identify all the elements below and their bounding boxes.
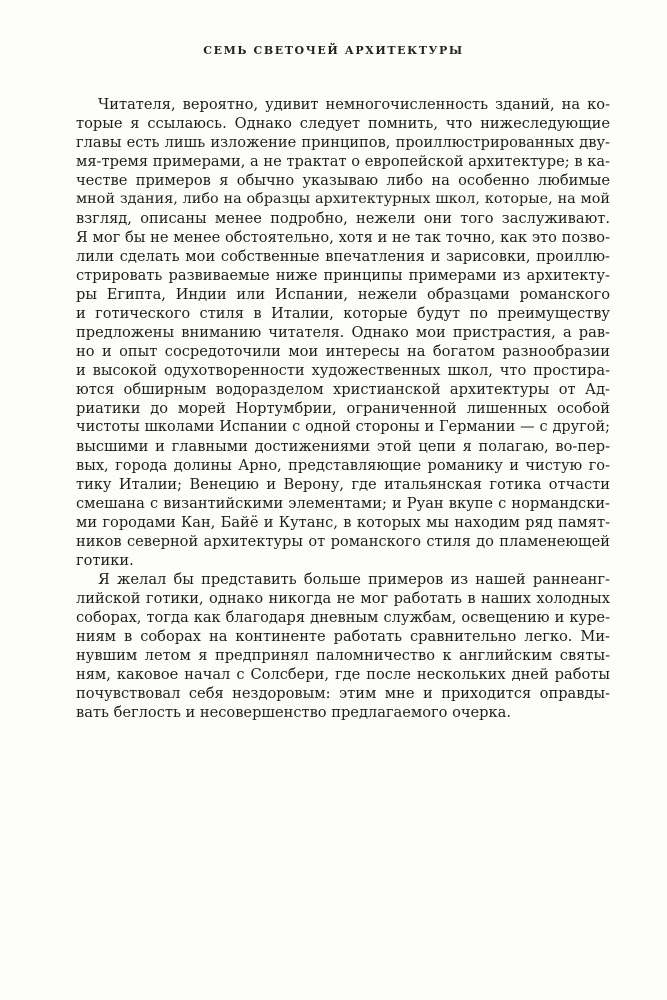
text-line: но и опыт сосредоточили мои интересы на богатом разнообразии (76, 343, 610, 360)
text-line: тику Италии; Венецию и Верону, где итальянская готика отчасти (76, 476, 610, 493)
paragraph-2 (76, 570, 610, 722)
text-line: мя-тремя примерами, а не трактат о европейской архитектуре; в ка- (76, 153, 610, 170)
text-line: смешана с византийскими элементами; и Руан вкупе с нормандски- (76, 495, 610, 512)
text-line: лийской готики, однако никогда не мог работать в наших холодных (76, 590, 610, 607)
text-line: честве примеров я обычно указываю либо на особенно любимые (76, 172, 610, 189)
text-line: риатики до морей Нортумбрии, ограниченной лишенных особой (76, 400, 610, 417)
running-head: СЕМЬ СВЕТОЧЕЙ АРХИТЕКТУРЫ (203, 44, 464, 57)
text-line: Я мог бы не менее обстоятельно, хотя и не так точно, как это позво- (76, 229, 610, 246)
text-line: вать беглость и несовершенство предлагаемого очерка. (76, 704, 511, 721)
text-line: Читателя, вероятно, удивит немногочисленность зданий, на ко- (98, 96, 610, 113)
text-line: стрировать развиваемые ниже принципы примерами из архитекту- (76, 267, 610, 284)
paragraph-1 (76, 95, 610, 570)
text-line: соборах, тогда как благодаря дневным службам, освещению и куре- (76, 609, 610, 626)
text-line: лили сделать мои собственные впечатления и зарисовки, проиллю- (76, 248, 610, 265)
text-line: мной здания, либо на образцы архитектурных школ, которые, на мой (76, 191, 610, 207)
text-line: и высокой одухотворенности художественных школ, что простира- (76, 362, 610, 379)
text-line: чистоты школами Испании с одной стороны и Германии — с другой; (76, 419, 610, 435)
text-line: ми городами Кан, Байё и Кутанс, в которых мы находим ряд памят- (76, 514, 610, 531)
body-text (76, 95, 610, 722)
text-line: ников северной архитектуры от романского стиля до пламенеющей (76, 533, 610, 550)
text-line: и готического стиля в Италии, которые будут по преимуществу (76, 305, 610, 322)
text-line: главы есть лишь изложение принципов, проиллюстрированных дву- (76, 134, 610, 151)
text-line: готики. (76, 552, 134, 569)
text-line: Я желал бы представить больше примеров из нашей раннеанг- (98, 571, 610, 588)
text-line: взгляд, описаны менее подробно, нежели они того заслуживают. (76, 210, 610, 227)
text-line: нувшим летом я предпринял паломничество к английским святы- (76, 647, 610, 664)
text-line: ниям в соборах на континенте работать сравнительно легко. Ми- (76, 628, 610, 645)
text-line: ются обширным водоразделом христианской архитектуры от Ад- (76, 381, 610, 398)
text-line: ням, каковое начал с Солсбери, где после нескольких дней работы (76, 666, 610, 683)
text-line: вых, города долины Арно, представляющие романику и чистую го- (76, 457, 610, 474)
text-line: предложены вниманию читателя. Однако мои пристрастия, а рав- (76, 324, 610, 341)
text-line: ры Египта, Индии или Испании, нежели образцами романского (76, 286, 610, 303)
text-line: почувствовал себя нездоровым: этим мне и приходится оправды- (76, 685, 610, 702)
text-line: высшими и главными достижениями этой цепи я полагаю, во-пер- (76, 438, 610, 455)
text-line: торые я ссылаюсь. Однако следует помнить, что нижеследующие (76, 115, 610, 132)
